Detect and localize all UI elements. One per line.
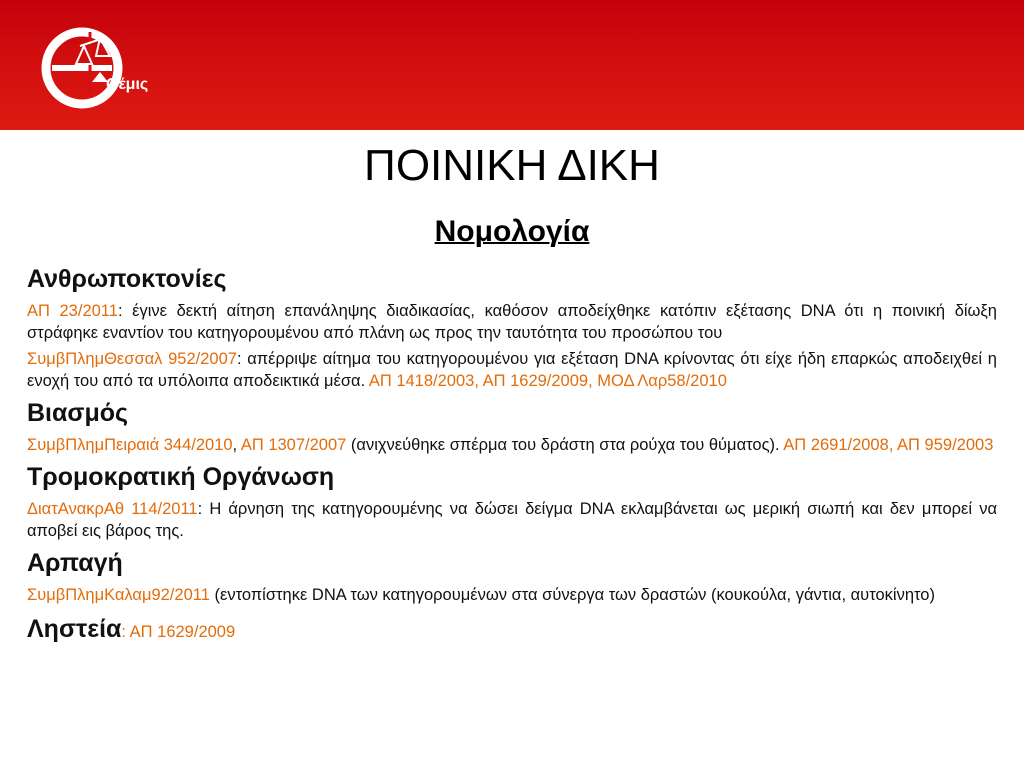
case-reference: ΔιατΑνακρΑθ 114/2011	[27, 500, 198, 518]
paragraph-text: : έγινε δεκτή αίτηση επανάληψης διαδικασίας, καθόσον αποδείχθηκε κατόπιν εξέτασης DNA ότι η ποινική δίωξη στράφηκε εναντίον του κατηγορουμένου από πλάνη ως προς την ταυτότητα του προσώπου του	[27, 302, 997, 342]
case-reference: : ΑΠ 1629/2009	[121, 623, 236, 641]
paragraph	[27, 584, 997, 606]
section-heading-terrorist-organisation: Τρομοκρατική Οργάνωση	[27, 463, 335, 491]
case-reference: ΑΠ 23/2011	[27, 302, 118, 320]
section-robbery	[27, 612, 997, 649]
case-reference: ΑΠ 1418/2003, ΑΠ 1629/2009, ΜΟΔ Λαρ58/2010	[368, 372, 727, 390]
section-heading-homicides: Ανθρωποκτονίες	[27, 265, 227, 293]
logo-text: Θέμις	[106, 76, 149, 93]
section-heading-robbery: Ληστεία	[27, 615, 122, 643]
paragraph	[27, 498, 997, 542]
header-banner	[0, 0, 1024, 130]
page-subtitle	[0, 212, 1024, 252]
paragraph	[27, 300, 997, 344]
paragraph-text: (εντοπίστηκε DNA των κατηγορουμένων στα σύνεργα των δραστών (κουκούλα, γάντια, αυτοκίνητο)	[209, 586, 935, 604]
case-reference: ΣυμβΠλημΠειραιά 344/2010	[27, 436, 233, 454]
case-reference: ΣυμβΠλημΘεσσαλ 952/2007	[27, 350, 237, 368]
case-reference: ΑΠ 1307/2007	[240, 436, 347, 454]
page-title: ΠΟΙΝΙΚΗ ΔΙΚΗ	[364, 141, 660, 190]
paragraph	[27, 434, 997, 456]
content-body	[27, 258, 997, 649]
themis-logo-icon	[40, 16, 170, 126]
paragraph-text: : Η άρνηση της κατηγορουμένης να δώσει δείγμα DNA εκλαμβάνεται ως μερική σιωπή και δεν μπορεί να αποβεί εις βάρος της.	[27, 500, 997, 540]
case-reference: ΣυμβΠλημΚαλαμ92/2011	[27, 586, 210, 604]
section-heading-rape: Βιασμός	[27, 399, 129, 427]
case-reference: ΑΠ 2691/2008, ΑΠ 959/2003	[783, 436, 994, 454]
subtitle-text: Νομολογία	[434, 215, 590, 248]
separator: ,	[232, 436, 241, 454]
paragraph-text: : απέρριψε αίτημα του κατηγορουμένου για εξέταση DNA κρίνοντας ότι είχε ήδη επαρκώς αποδειχθεί η ενοχή του από τα υπόλοιπα αποδεικτικά μέσα.	[27, 350, 997, 390]
paragraph	[27, 348, 997, 392]
section-heading-abduction: Αρπαγή	[27, 549, 123, 577]
paragraph-text: (ανιχνεύθηκε σπέρμα του δράστη στα ρούχα του θύματος).	[346, 436, 784, 454]
